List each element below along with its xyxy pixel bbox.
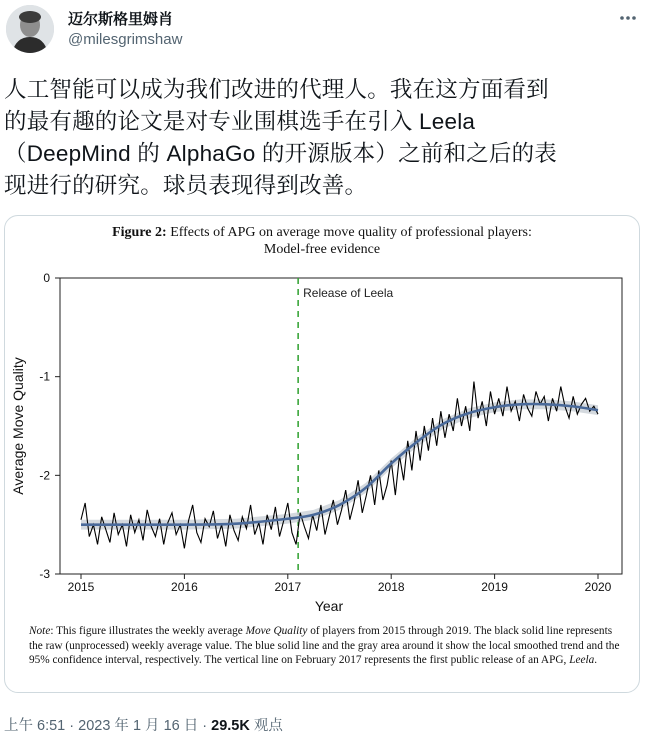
avatar[interactable] xyxy=(6,5,54,53)
note-text: . xyxy=(594,654,598,666)
figure-subtitle: Model-free evidence xyxy=(263,242,381,257)
tweet-image[interactable] xyxy=(4,215,640,693)
tweet-line: （DeepMind 的 AlphaGo 的开源版本）之前和之后的表 xyxy=(4,141,557,166)
y-axis-label: Average Move Quality xyxy=(10,357,26,495)
x-axis-label: Year xyxy=(314,598,344,614)
note-emphasis: Leela xyxy=(569,654,595,666)
x-tick-label: 2017 xyxy=(274,580,302,594)
more-options-icon[interactable] xyxy=(616,8,640,28)
release-annotation: Release of Leela xyxy=(303,286,394,300)
view-count[interactable]: 29.5K xyxy=(211,718,250,734)
tweet-line: 的最有趣的论文是对专业围棋选手在引入 Leela xyxy=(4,109,476,134)
y-tick-label: 0 xyxy=(43,271,50,285)
x-tick-label: 2018 xyxy=(377,580,405,594)
tweet-meta xyxy=(4,714,283,735)
x-tick-label: 2020 xyxy=(584,580,612,594)
x-tick-label: 2015 xyxy=(67,580,95,594)
view-label: 观点 xyxy=(249,718,283,734)
author-display-name[interactable]: 迈尔斯格里姆肖 xyxy=(68,11,174,28)
note-text: : This figure illustrates the weekly average xyxy=(50,625,246,637)
note-text: of players from 2015 through 2019. The black solid line represents the raw (unprocessed) weekly average value. The blue solid line and the gray area around it show the local smoothed trend and the 95% confidence interval, respectively. The vertical line on February 2017 represents the first public release of an APG, xyxy=(29,625,620,666)
author-handle[interactable]: @milesgrimshaw xyxy=(68,31,183,48)
note-emphasis: Move Quality xyxy=(245,625,308,637)
note-label: Note xyxy=(29,625,51,637)
line-chart xyxy=(5,216,639,616)
tweet-line: 现进行的研究。球员表现得到改善。 xyxy=(4,173,368,198)
figure-note xyxy=(29,624,625,668)
y-tick-label: -3 xyxy=(39,567,50,581)
confidence-band xyxy=(81,399,598,529)
figure-title-text: Effects of APG on average move quality of professional players: xyxy=(166,225,532,240)
x-tick-label: 2016 xyxy=(171,580,198,594)
tweet-line: 人工智能可以成为我们改进的代理人。我在这方面看到 xyxy=(4,77,549,102)
y-tick-label: -1 xyxy=(39,369,50,384)
figure-label: Figure 2: xyxy=(112,225,167,240)
y-tick-label: -2 xyxy=(39,468,50,483)
tweet-text xyxy=(4,74,644,202)
avatar-photo xyxy=(6,5,54,53)
tweet-timestamp[interactable]: 上午 6:51 · 2023 年 1 月 16 日 · xyxy=(4,718,212,734)
x-tick-label: 2019 xyxy=(481,580,508,594)
